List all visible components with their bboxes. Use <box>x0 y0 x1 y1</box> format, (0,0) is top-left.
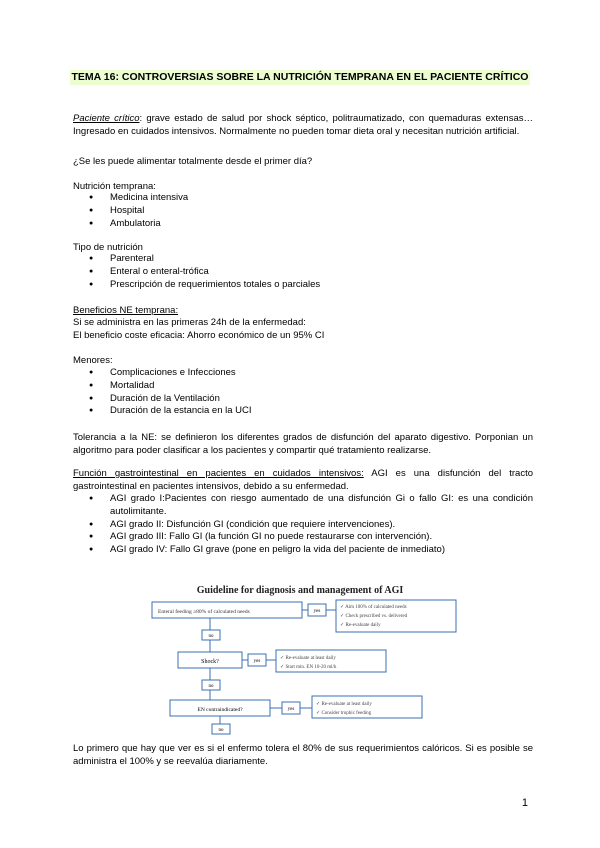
nutricion-list <box>73 192 533 230</box>
action-1-line: ✓ Check prescribed vs. delivered <box>340 614 408 619</box>
beneficios-heading: Beneficios NE temprana: <box>73 305 179 316</box>
action-3-line: ✓ Consider trophic feeding <box>316 711 372 716</box>
tipo-heading: Tipo de nutrición <box>73 242 143 253</box>
page-number: 1 <box>521 797 528 809</box>
action-1-line: ✓ Aim 100% of calculated needs <box>340 605 407 610</box>
yes-label: yes <box>313 609 321 614</box>
beneficios-line1: Si se administra en las primeras 24h de la enfermedad: <box>73 317 306 328</box>
list-item: ● Prescripción de requerimientos totales o parciales <box>73 279 533 292</box>
action-1-line: ✓ Re-evaluate daily <box>340 623 381 628</box>
box-en-contraindicated-text: EN contraindicated? <box>197 707 243 713</box>
action-3-line: ✓ Re-evaluate at least daily <box>316 702 372 707</box>
list-item: ● Duración de la Ventilación <box>73 393 533 406</box>
list-item: ● Hospital <box>73 205 533 218</box>
page-title: TEMA 16: CONTROVERSIAS SOBRE LA NUTRICIÓN TEMPRANA EN EL PACIENTE CRÍTICO <box>71 71 529 83</box>
list-item: ● Parenteral <box>73 253 533 266</box>
list-item: ● Complicaciones e Infecciones <box>73 367 533 380</box>
list-item: ● Enteral o enteral-trófica <box>73 266 533 279</box>
list-item: ● AGI grado II: Disfunción GI (condición que requiere intervenciones). <box>73 519 533 532</box>
beneficios-line2: El beneficio coste eficacia: Ahorro económico de un 95% CI <box>73 330 325 341</box>
list-item: ● AGI grado III: Fallo GI (la función GI no puede restaurarse con intervención). <box>73 531 533 544</box>
no-label: no <box>218 728 224 733</box>
menores-list <box>73 367 533 418</box>
agi-guideline-figure <box>140 580 460 740</box>
funcion-paragraph <box>73 467 533 493</box>
box-shock-text: Shock? <box>201 659 219 665</box>
list-item: ● Medicina intensiva <box>73 192 533 205</box>
menores-heading: Menores: <box>73 355 113 366</box>
question-text: ¿Se les puede alimentar totalmente desde el primer día? <box>73 156 313 167</box>
paciente-text: : grave estado de salud por shock séptico, politraumatizado, con quemaduras extensas… Ingresado en cuidados intensivos. Normalmente no pueden tomar dieta oral y necesitan nutrición artificial. <box>73 113 533 137</box>
paciente-term: Paciente crítico <box>73 113 140 124</box>
list-item: ● Mortalidad <box>73 380 533 393</box>
tolerancia-paragraph: Tolerancia a la NE: se definieron los diferentes grados de disfunción del aparato digestivo. Porponian un algoritmo para poder clasificar a los pacientes y compartir qué tratamiento realizarse. <box>73 432 533 456</box>
yes-label: yes <box>253 659 261 664</box>
funcion-heading: Función gastrointestinal en pacientes en cuidados intensivos: <box>73 468 364 479</box>
action-2-line: ✓ Start min. EN 10-20 ml/h <box>280 665 337 670</box>
yes-label: yes <box>287 707 295 712</box>
list-item: ● AGI grado I:Pacientes con riesgo aumentado de una disfunción Gi o fallo GI: es una condición autolimitante. <box>73 493 533 519</box>
conclusion-paragraph: Lo primero que hay que ver es si el enfermo tolera el 80% de sus requerimientos calóricos. Si es posible se administra el 100% y se reevalúa diariamente. <box>73 743 533 767</box>
nutricion-heading: Nutrición temprana: <box>73 181 156 192</box>
funcion-text: AGI es una disfunción del tracto gastrointestinal en pacientes intensivos, debido a su enfermedad. <box>73 468 533 492</box>
list-item: ● Ambulatoria <box>73 218 533 231</box>
action-2-line: ✓ Re-evaluate at least daily <box>280 656 336 661</box>
list-item: ● Duración de la estancia en la UCI <box>73 405 533 418</box>
tipo-list <box>73 253 533 291</box>
figure-title: Guideline for diagnosis and management of AGI <box>196 585 404 596</box>
agi-list <box>73 493 533 557</box>
no-label: no <box>208 634 214 639</box>
no-label: no <box>208 684 214 689</box>
list-item: ● AGI grado IV: Fallo GI grave (pone en peligro la vida del paciente de inmediato) <box>73 544 533 557</box>
paciente-paragraph <box>73 112 533 138</box>
box-enteral-feeding-text: Enteral feeding ≥80% of calculated needs <box>158 609 250 615</box>
